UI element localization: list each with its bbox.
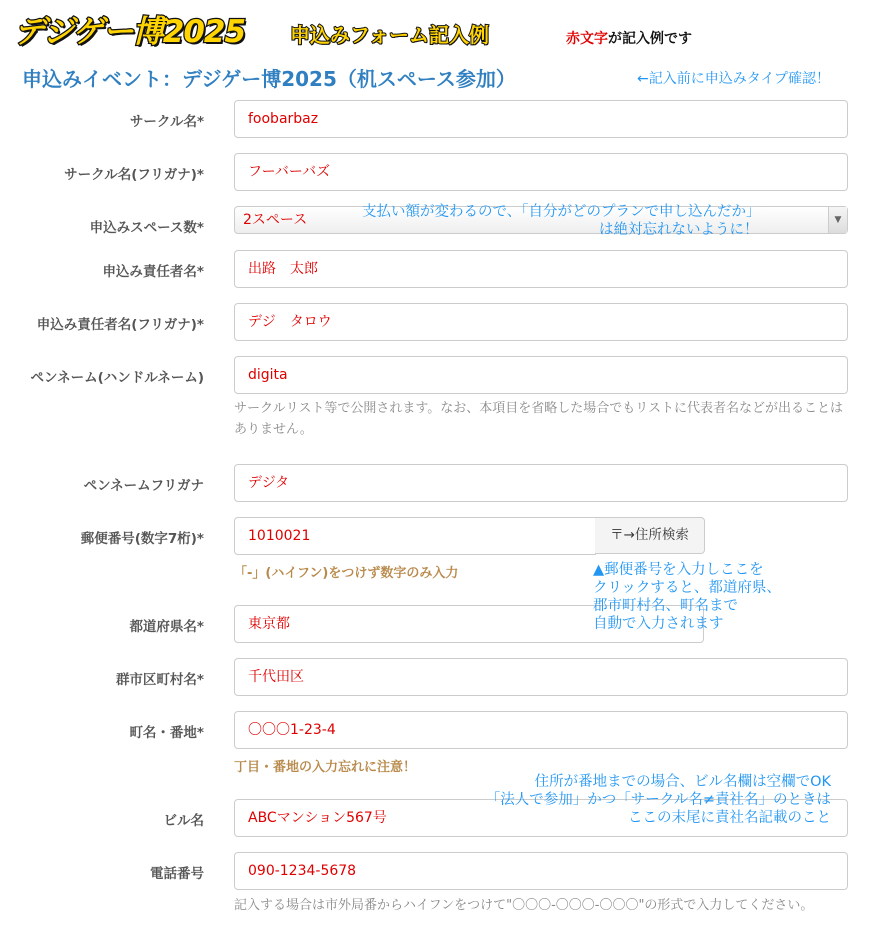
- event-logo: デジゲー博2025: [14, 14, 246, 50]
- zip-annotation: [593, 561, 781, 633]
- space-count-label: 申込みスペース数*: [89, 220, 204, 236]
- rep-name-input[interactable]: 出路 太郎: [234, 250, 848, 288]
- city-label: 群市区町村名*: [115, 672, 204, 688]
- zip-input[interactable]: 1010021: [234, 517, 596, 555]
- annotation-line: 自動で入力されます: [593, 616, 724, 632]
- pen-name-label: ペンネーム(ハンドルネーム): [30, 370, 204, 386]
- annotation-line: ここの末尾に責社名記載のこと: [628, 810, 831, 826]
- chevron-down-icon[interactable]: ▼: [828, 207, 847, 233]
- circle-kana-input[interactable]: フーバーバズ: [234, 153, 848, 191]
- circle-kana-label: サークル名(フリガナ)*: [64, 167, 204, 183]
- phone-input[interactable]: 090-1234-5678: [234, 852, 848, 890]
- annotation-line: ▲郵便番号を入力しここを: [593, 562, 764, 578]
- pen-name-input[interactable]: digita: [234, 356, 848, 394]
- pen-name-help: サークルリスト等で公開されます。なお、本項目を省略した場合でもリストに代表者名などが出ることはありません。: [234, 401, 844, 437]
- zip-help: 「-」(ハイフン)をつけず数字のみ入力: [234, 566, 459, 581]
- rep-kana-label: 申込み責任者名(フリガナ)*: [36, 317, 204, 333]
- space-annotation: [362, 203, 760, 239]
- annotation-line: クリックすると、都道府県、: [593, 580, 781, 596]
- annotation-line: は絶対忘れないように！: [598, 222, 759, 238]
- building-input[interactable]: ABCマンション567号: [234, 799, 848, 837]
- pen-kana-input[interactable]: デジタ: [234, 464, 848, 502]
- legend-note: [566, 28, 692, 48]
- town-label: 町名・番地*: [129, 725, 204, 741]
- town-help: 丁目・番地の入力忘れに注意！: [234, 760, 417, 775]
- space-count-value: 2スペース: [243, 212, 308, 228]
- building-label: ビル名: [163, 813, 204, 829]
- annotation-line: 「法人で参加」かつ「サークル名≠責社名」のときは: [485, 792, 831, 808]
- prefecture-input[interactable]: 東京都: [234, 605, 704, 643]
- building-annotation: [486, 773, 831, 827]
- rep-name-label: 申込み責任者名*: [102, 264, 204, 280]
- zip-label: 郵便番号(数字7桁)*: [80, 531, 204, 547]
- annotation-line: 住所が番地までの場合、ビル名欄は空欄でOK: [534, 774, 831, 790]
- phone-help: 記入する場合は市外局番からハイフンをつけて"〇〇〇-〇〇〇-〇〇〇"の形式で入力してください。: [234, 898, 814, 913]
- event-title: 申込みイベント：デジゲー博2025（机スペース参加）: [22, 67, 516, 91]
- form-subtitle: 申込みフォーム記入例: [290, 23, 489, 47]
- phone-label: 電話番号: [150, 866, 204, 882]
- legend-red-text: 赤文字: [566, 31, 608, 47]
- event-type-note: ←記入前に申込みタイプ確認！: [637, 71, 831, 87]
- legend-rest-text: が記入例です: [608, 31, 692, 47]
- annotation-line: 支払い額が変わるので、「自分がどのプランで申し込んだか」: [362, 204, 761, 220]
- annotation-line: 郡市町村名、町名まで: [593, 598, 738, 614]
- rep-kana-input[interactable]: デジ タロウ: [234, 303, 848, 341]
- circle-name-label: サークル名*: [129, 114, 204, 130]
- pen-kana-label: ペンネームフリガナ: [83, 478, 204, 494]
- city-input[interactable]: 千代田区: [234, 658, 848, 696]
- address-search-button[interactable]: 〒→住所検索: [595, 517, 705, 554]
- town-input[interactable]: 〇〇〇1-23-4: [234, 711, 848, 749]
- circle-name-input[interactable]: foobarbaz: [234, 100, 848, 138]
- prefecture-label: 都道府県名*: [129, 619, 204, 635]
